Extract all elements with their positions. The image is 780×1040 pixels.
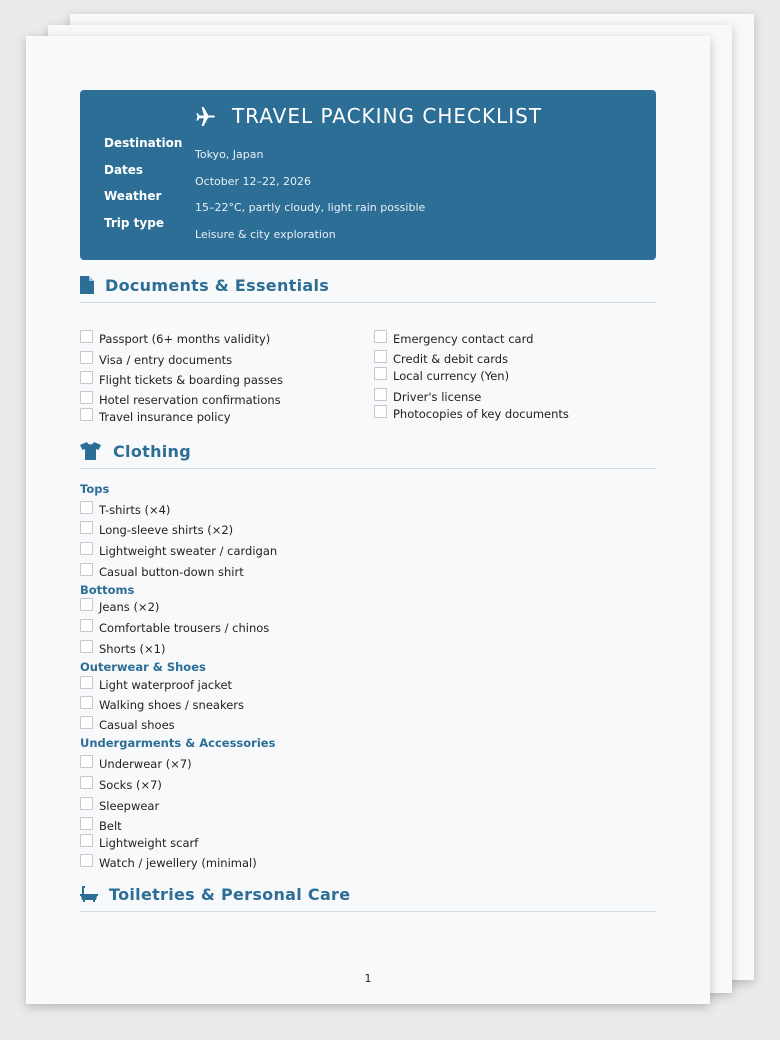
section-title-documents: Documents & Essentials <box>105 276 330 295</box>
document-icon <box>80 276 94 294</box>
section-documents <box>80 274 656 303</box>
checkbox[interactable] <box>80 619 93 632</box>
item-label: Shorts (×1) <box>99 642 166 656</box>
checkbox[interactable] <box>80 391 93 404</box>
item-label: Hotel reservation confirmations <box>99 393 281 407</box>
checkbox[interactable] <box>80 640 93 653</box>
item-label: T-shirts (×4) <box>99 503 171 517</box>
item-label: Casual shoes <box>99 718 175 732</box>
meta-label-destination: Destination <box>104 136 183 150</box>
checkbox[interactable] <box>374 405 387 418</box>
subheading-undergarments: Undergarments & Accessories <box>80 736 276 750</box>
item-label: Jeans (×2) <box>99 600 160 614</box>
item-label: Driver's license <box>393 390 482 404</box>
checkbox[interactable] <box>80 330 93 343</box>
meta-value-weather: 15–22°C, partly cloudy, light rain possible <box>195 201 426 214</box>
checkbox[interactable] <box>80 817 93 830</box>
item-label: Credit & debit cards <box>393 352 509 366</box>
checkbox[interactable] <box>80 542 93 555</box>
item-label: Flight tickets & boarding passes <box>99 373 283 387</box>
item-label: Light waterproof jacket <box>99 678 233 692</box>
item-label: Underwear (×7) <box>99 757 192 771</box>
checkbox[interactable] <box>80 696 93 709</box>
page-number: 1 <box>364 972 372 985</box>
section-toiletries <box>80 883 656 912</box>
checkbox[interactable] <box>80 563 93 576</box>
bathtub-icon <box>80 885 98 903</box>
item-label: Passport (6+ months validity) <box>99 332 271 346</box>
item-label: Belt <box>99 819 122 833</box>
checkbox[interactable] <box>80 776 93 789</box>
meta-value-destination: Tokyo, Japan <box>195 148 264 161</box>
item-label: Lightweight scarf <box>99 836 199 850</box>
checkbox[interactable] <box>374 388 387 401</box>
page-title: TRAVEL PACKING CHECKLIST <box>231 104 543 128</box>
tshirt-icon <box>80 442 101 460</box>
section-title-clothing: Clothing <box>113 442 191 461</box>
item-label: Visa / entry documents <box>99 353 233 367</box>
item-label: Socks (×7) <box>99 778 162 792</box>
checkbox[interactable] <box>80 521 93 534</box>
checkbox[interactable] <box>80 598 93 611</box>
checkbox[interactable] <box>80 755 93 768</box>
subheading-outerwear: Outerwear & Shoes <box>80 660 206 674</box>
checkbox[interactable] <box>80 797 93 810</box>
header-banner <box>80 90 656 260</box>
checkbox[interactable] <box>80 834 93 847</box>
checkbox[interactable] <box>374 330 387 343</box>
subheading-bottoms: Bottoms <box>80 583 135 597</box>
checkbox[interactable] <box>374 367 387 380</box>
checkbox[interactable] <box>80 408 93 421</box>
item-label: Sleepwear <box>99 799 160 813</box>
checkbox[interactable] <box>80 676 93 689</box>
item-label: Watch / jewellery (minimal) <box>99 856 257 870</box>
item-label: Travel insurance policy <box>99 410 231 424</box>
item-label: Photocopies of key documents <box>393 407 569 421</box>
section-clothing <box>80 440 656 469</box>
checkbox[interactable] <box>80 351 93 364</box>
meta-label-weather: Weather <box>104 189 162 203</box>
item-label: Walking shoes / sneakers <box>99 698 244 712</box>
checkbox[interactable] <box>80 716 93 729</box>
airplane-icon <box>194 104 218 128</box>
meta-label-trip-type: Trip type <box>104 216 164 230</box>
checkbox[interactable] <box>80 371 93 384</box>
checkbox[interactable] <box>80 501 93 514</box>
item-label: Local currency (Yen) <box>393 369 510 383</box>
meta-value-trip-type: Leisure & city exploration <box>195 228 336 241</box>
subheading-tops: Tops <box>80 482 110 496</box>
meta-value-dates: October 12–22, 2026 <box>195 175 311 188</box>
checkbox[interactable] <box>80 854 93 867</box>
section-title-toiletries: Toiletries & Personal Care <box>109 885 351 904</box>
item-label: Emergency contact card <box>393 332 534 346</box>
page <box>26 36 710 1004</box>
meta-label-dates: Dates <box>104 163 144 177</box>
title-row <box>80 104 656 128</box>
item-label: Comfortable trousers / chinos <box>99 621 270 635</box>
checkbox[interactable] <box>374 350 387 363</box>
item-label: Lightweight sweater / cardigan <box>99 544 278 558</box>
item-label: Casual button-down shirt <box>99 565 244 579</box>
item-label: Long-sleeve shirts (×2) <box>99 523 234 537</box>
